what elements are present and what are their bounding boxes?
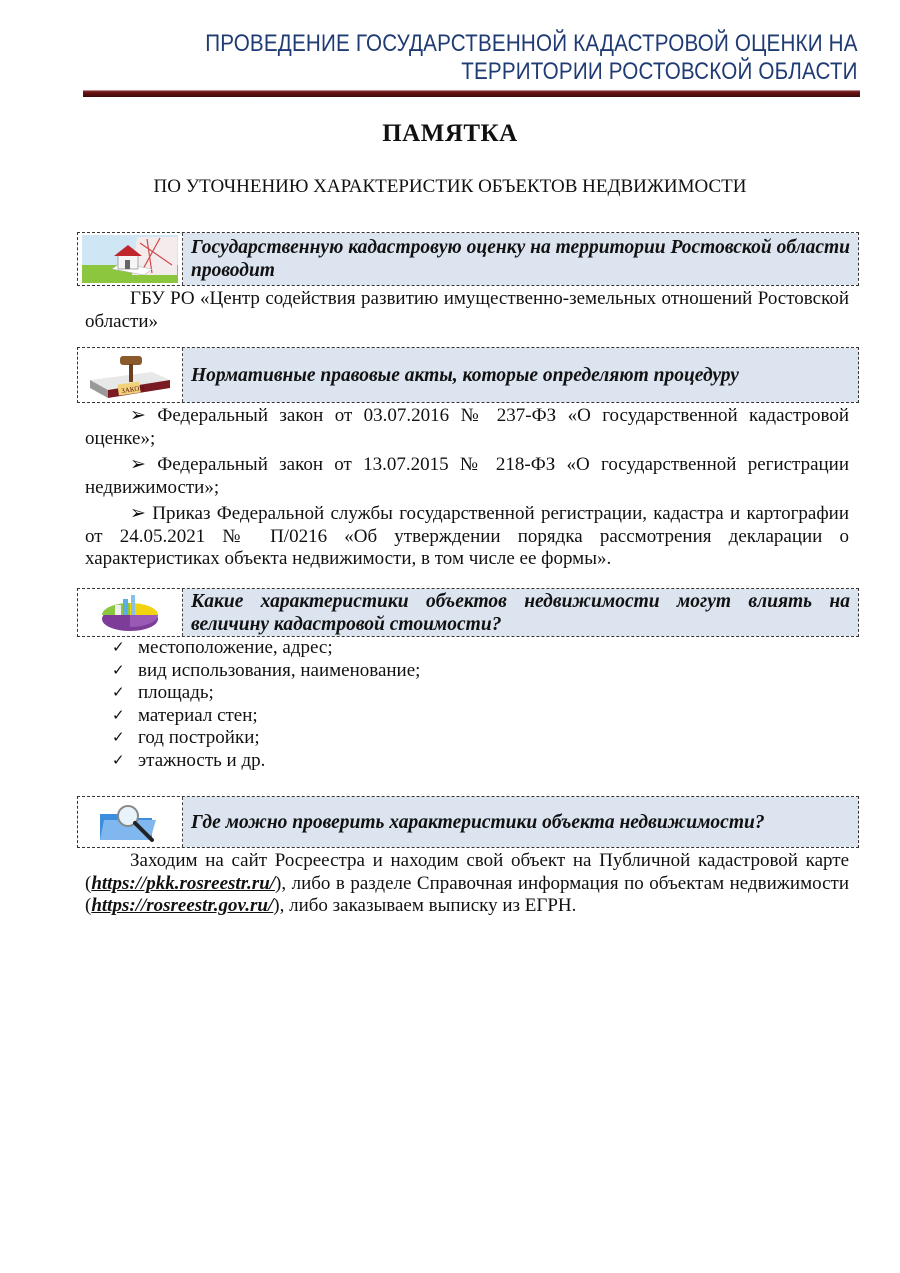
list-item: ✓ материал стен; (112, 704, 258, 726)
section-heading-text: Где можно проверить характеристики объекта недвижимости? (183, 797, 858, 847)
checkmark-icon: ✓ (112, 685, 125, 702)
list-item: ➢ Федеральный закон от 13.07.2015 № 218-ФЗ «О государственной регистрации недвижимости»; (85, 454, 850, 498)
list-item: ✓ этажность и др. (112, 749, 266, 771)
arrow-bullet-icon: ➢ (130, 405, 158, 426)
list-item: ➢ Приказ Федеральной службы государственной регистрации, кадастра и картографии от 24.05.2021 № П/0216 «Об утверждении порядка рассмотрения декларации о характеристиках объекта недвижимости, в том числе ее формы». (85, 503, 849, 569)
legal-acts-list (85, 405, 849, 571)
header-divider (83, 90, 860, 97)
section-4-body: Заходим на сайт Росреестра и находим свой объект на Публичной кадастровой карте (https://pkk.rosreestr.ru/), либо в разделе Справочная информация по объектам недвижимости (https://rosreestr.gov.ru/), либо заказываем выписку из ЕГРН. (85, 850, 849, 916)
characteristics-list (112, 637, 420, 773)
list-item: ✓ площадь; (112, 682, 214, 704)
section-heading-text: Государственную кадастровую оценку на территории Ростовской области проводит (183, 233, 858, 285)
section-heading-4 (77, 796, 859, 848)
house-map-icon (78, 233, 183, 285)
arrow-bullet-icon: ➢ (130, 503, 153, 524)
page-subtitle: ПО УТОЧНЕНИЮ ХАРАКТЕРИСТИК ОБЪЕКТОВ НЕДВИЖИМОСТИ (153, 176, 747, 197)
list-item: ✓ год постройки; (112, 727, 260, 749)
section-heading-text: Какие характеристики объектов недвижимости могут влиять на величину кадастровой стоимости? (183, 589, 858, 636)
header-line-1: ПРОВЕДЕНИЕ ГОСУДАРСТВЕННОЙ КАДАСТРОВОЙ ОЦЕНКИ НА (205, 30, 858, 57)
checkmark-icon: ✓ (112, 730, 125, 747)
pkk-rosreestr-link[interactable]: https://pkk.rosreestr.ru/ (91, 872, 276, 894)
list-item: ✓ вид использования, наименование; (112, 659, 421, 681)
checkmark-icon: ✓ (112, 752, 125, 769)
checkmark-icon: ✓ (112, 707, 125, 724)
header-line-2: ТЕРРИТОРИИ РОСТОВСКОЙ ОБЛАСТИ (461, 58, 858, 85)
section-heading-1 (77, 232, 859, 286)
section-heading-2 (77, 347, 859, 403)
list-item: ➢ Федеральный закон от 03.07.2016 № 237-ФЗ «О государственной кадастровой оценке»; (85, 405, 850, 449)
document-header (206, 30, 858, 86)
section-heading-text: Нормативные правовые акты, которые определяют процедуру (183, 348, 858, 402)
folder-magnifier-icon (78, 797, 183, 847)
arrow-bullet-icon: ➢ (130, 454, 158, 475)
section-1-body: ГБУ РО «Центр содействия развитию имущественно-земельных отношений Ростовской области» (85, 288, 849, 332)
svg-text:ЗАКОН: ЗАКОН (120, 383, 145, 396)
page-title: ПАМЯТКА (382, 120, 518, 147)
list-item: ✓ местоположение, адрес; (112, 637, 333, 658)
rosreestr-gov-link[interactable]: https://rosreestr.gov.ru/ (91, 895, 274, 916)
checkmark-icon: ✓ (112, 662, 125, 679)
law-book-gavel-icon (78, 348, 183, 402)
pie-chart-city-icon (78, 589, 183, 636)
checkmark-icon: ✓ (112, 640, 125, 656)
section-heading-3 (77, 588, 859, 637)
